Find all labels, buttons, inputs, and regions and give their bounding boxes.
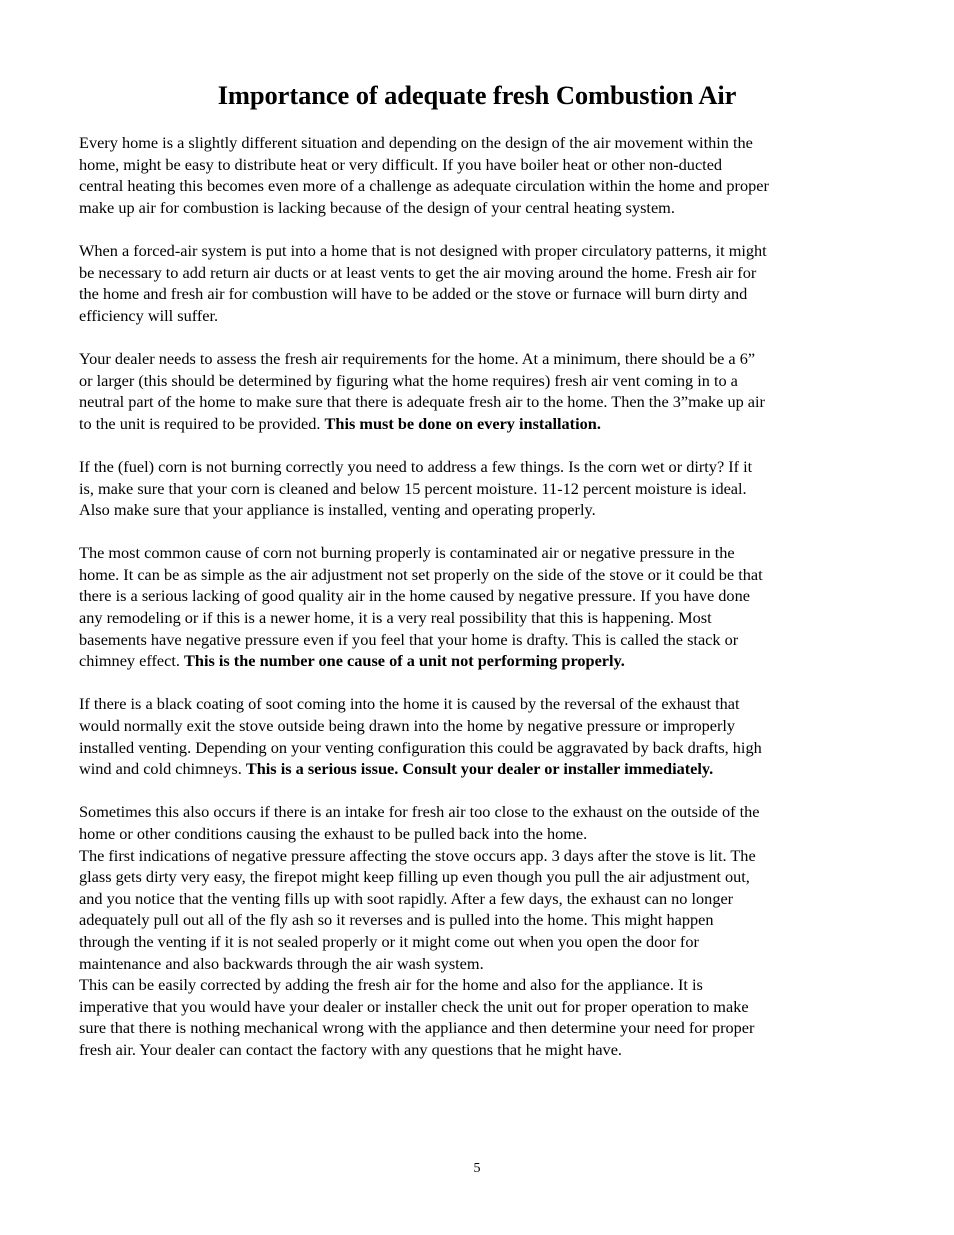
page-number: 5 (473, 1161, 481, 1176)
paragraph-text: When a forced-air system is put into a home that is not designed with proper circulatory patterns, it might be necessary to add return air ducts or at least vents to get the air moving around the home. Fresh air for the home and fresh air for combustion will have to be added or the stove or furnace will burn dirty and efficiency will suffer. (79, 240, 767, 325)
document-page (79, 78, 875, 1061)
paragraph-text: The most common cause of corn not burning properly is contaminated air or negative pressure in the home. It can be as simple as the air adjustment not set properly on the side of the stove or it could be that there is a serious lacking of good quality air in the home caused by negative pressure. If you have done any remodeling or if this is a newer home, it is a very real possibility that this is happening. Most basements have negative pressure even if you feel that your home is drafty. This is called the stack or chimney effect. (79, 543, 763, 671)
paragraph-soot-warning (79, 693, 875, 779)
paragraph-text: Every home is a slightly different situation and depending on the design of the air movement within the home, might be easy to distribute heat or very difficult. If you have boiler heat or other non-ducted central heating this becomes even more of a challenge as adequate circulation within the home and proper make up air for combustion is lacking because of the design of your central heating system. (79, 133, 769, 217)
paragraph-emphasis: This must be done on every installation. (324, 413, 601, 433)
paragraph-negative-pressure (79, 542, 875, 672)
paragraph-emphasis: This is the number one cause of a unit not performing properly. (184, 651, 625, 671)
paragraph-corn-quality (79, 456, 875, 521)
paragraph-home-situation (79, 132, 875, 218)
paragraph-text: Your dealer needs to assess the fresh air requirements for the home. At a minimum, there should be a 6” or larger (this should be determined by figuring what the home requires) fresh air vent coming in to a neutral part of the home to make sure that there is adequate fresh air to the home. Then the 3”make up air to the unit is required to be provided. (79, 348, 765, 433)
paragraph-text: Sometimes this also occurs if there is an intake for fresh air too close to the exhaust on the outside of the home or other conditions causing the exhaust to be pulled back into the home. The first indications of negative pressure affecting the stove occurs app. 3 days after the stove is lit. The glass gets dirty very easy, the firepot might keep filling up even though you pull the air adjustment out, and you notice that the venting fills up with soot rapidly. After a few days, the exhaust can no longer adequately pull out all of the fly ash so it reverses and is pulled into the home. This might happen through the venting if it is not sealed properly or it might come out when you open the door for maintenance and also backwards through the air wash system. This can be easily corrected by adding the fresh air for the home and also for the appliance. It is imperative that you would have your dealer or installer check the unit out for proper operation to make sure that there is nothing mechanical wrong with the appliance and then determine your need for proper fresh air. Your dealer can contact the factory with any questions that he might have. (79, 802, 760, 1059)
paragraph-dealer-assessment (79, 348, 875, 434)
paragraph-forced-air (79, 240, 875, 326)
paragraph-text: If there is a black coating of soot coming into the home it is caused by the reversal of the exhaust that would normally exit the stove outside being drawn into the home by negative pressure or improperly installed venting. Depending on your venting configuration this could be aggravated by back drafts, high wind and cold chimneys. (79, 694, 762, 779)
page-title: Importance of adequate fresh Combustion Air (217, 80, 737, 110)
paragraph-emphasis: This is a serious issue. Consult your dealer or installer immediately. (245, 759, 714, 779)
paragraph-intake-and-correction (79, 801, 875, 1060)
paragraph-text: If the (fuel) corn is not burning correctly you need to address a few things. Is the corn wet or dirty? If it is, make sure that your corn is cleaned and below 15 percent moisture. 11-12 percent moisture is ideal. Also make sure that your appliance is installed, venting and operating properly. (79, 456, 753, 520)
